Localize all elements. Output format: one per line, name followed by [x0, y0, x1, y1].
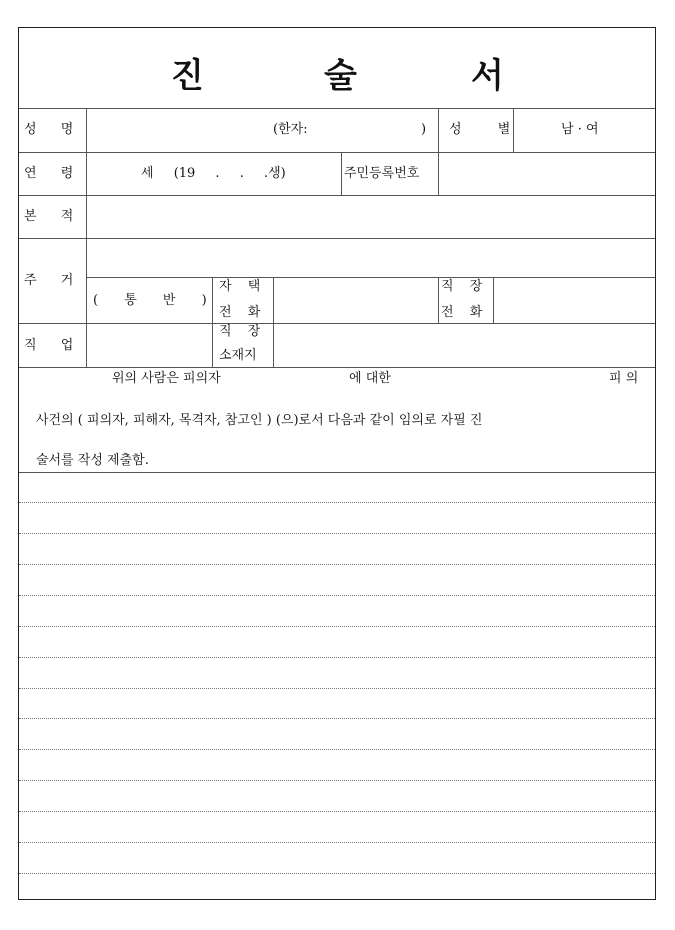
label-work-phone-2: 전 화 — [441, 305, 483, 320]
job-field[interactable] — [87, 324, 212, 367]
divider — [212, 277, 213, 367]
divider — [438, 108, 439, 152]
rrn-field[interactable] — [439, 153, 655, 195]
origin-field[interactable] — [87, 196, 655, 238]
tong-ban-field[interactable]: ( 통 반 ) — [93, 293, 207, 308]
home-phone-field[interactable] — [274, 278, 438, 323]
name-field[interactable] — [87, 109, 438, 152]
divider — [513, 108, 514, 152]
label-hanja-close: ) — [421, 122, 427, 137]
divider — [438, 277, 439, 323]
label-work-addr-1: 직 장 — [219, 324, 261, 339]
divider — [19, 367, 655, 368]
statement-form — [18, 27, 656, 900]
statement-line1-a: 위의 사람은 피의자 — [112, 371, 221, 386]
age-field[interactable]: 세 (19 . . .생) — [141, 166, 286, 181]
statement-line1-c: 피 의 — [609, 371, 639, 386]
address-field[interactable] — [87, 239, 655, 277]
label-gender: 성 별 — [449, 122, 511, 137]
statement-line2: 사건의 ( 피의자, 피해자, 목격자, 참고인 ) (으)로서 다음과 같이 임의로 자필 진 — [36, 413, 483, 428]
label-rrn: 주민등록번호 — [344, 166, 420, 181]
label-address: 주 거 — [24, 273, 74, 288]
label-origin: 본 적 — [24, 209, 74, 224]
work-phone-field[interactable] — [494, 278, 655, 323]
label-work-phone-1: 직 장 — [441, 279, 483, 294]
label-home-phone-2: 전 화 — [219, 305, 261, 320]
title-char-2: 술 — [324, 56, 357, 96]
label-home-phone-1: 자 택 — [219, 279, 261, 294]
statement-writing-area[interactable] — [19, 473, 655, 899]
label-age: 연 령 — [24, 166, 74, 181]
label-name: 성 명 — [24, 122, 74, 137]
divider — [341, 152, 342, 195]
statement-line1-b: 에 대한 — [349, 371, 391, 386]
work-address-field[interactable] — [274, 324, 655, 367]
label-job: 직 업 — [24, 338, 74, 353]
label-work-addr-2: 소재지 — [219, 348, 257, 363]
title-char-3: 서 — [471, 56, 504, 96]
title-char-1: 진 — [171, 56, 204, 96]
statement-line3: 술서를 작성 제출함. — [36, 453, 149, 468]
gender-choice[interactable]: 남 · 여 — [561, 122, 599, 137]
label-hanja: (한자: — [273, 122, 308, 137]
